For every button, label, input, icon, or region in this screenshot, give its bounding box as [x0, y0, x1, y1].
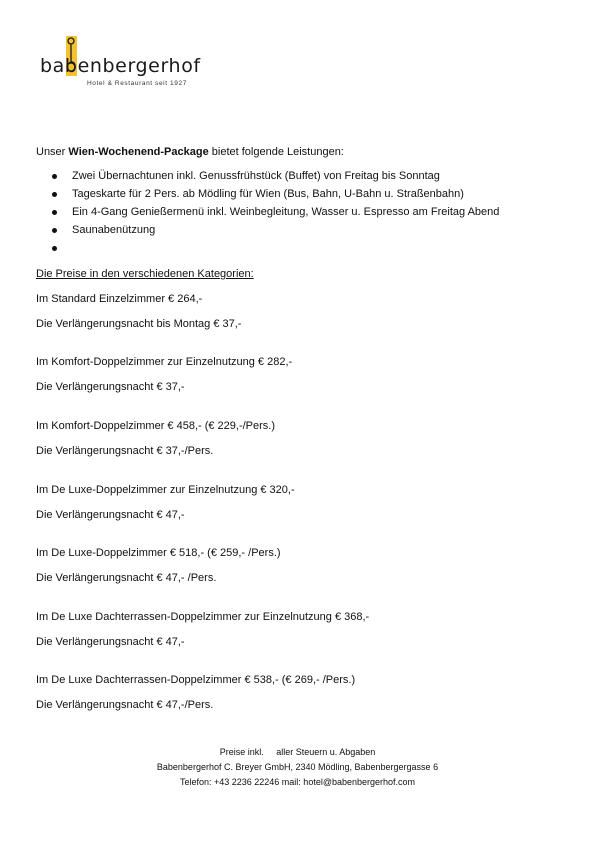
price-line: Die Verlängerungsnacht € 37,-	[36, 381, 185, 393]
prices-heading: Die Preise in den verschiedenen Kategorien:	[36, 268, 254, 280]
bullet-icon	[52, 174, 57, 179]
price-line: Im De Luxe Dachterrassen-Doppelzimmer zur Einzelnutzung € 368,-	[36, 611, 370, 623]
list-item	[36, 206, 499, 224]
price-line: Die Verlängerungsnacht bis Montag € 37,-	[36, 318, 242, 330]
list-item	[36, 188, 499, 206]
price-line: Die Verlängerungsnacht € 47,-/Pers.	[36, 699, 214, 711]
price-line: Im De Luxe Dachterrassen-Doppelzimmer € 538,- (€ 269,- /Pers.)	[36, 674, 356, 686]
price-line: Im Komfort-Doppelzimmer zur Einzelnutzung € 282,-	[36, 356, 293, 368]
footer-address: Babenbergerhof C. Breyer GmbH, 2340 Mödling, Babenbergergasse 6	[156, 762, 439, 772]
list-item	[36, 170, 499, 188]
intro-prefix: Unser	[36, 146, 69, 158]
hotel-logo	[40, 33, 210, 93]
price-line: Die Verlängerungsnacht € 37,-/Pers.	[36, 445, 214, 457]
price-line: Die Verlängerungsnacht € 47,-	[36, 509, 185, 521]
services-list	[36, 170, 499, 260]
price-line: Im De Luxe-Doppelzimmer € 518,- (€ 259,- /Pers.)	[36, 547, 281, 559]
price-line: Die Verlängerungsnacht € 47,- /Pers.	[36, 572, 217, 584]
price-line: Die Verlängerungsnacht € 47,-	[36, 636, 185, 648]
service-text: Tageskarte für 2 Pers. ab Mödling für Wien (Bus, Bahn, U-Bahn u. Straßenbahn)	[72, 188, 464, 200]
package-name: Wien-Wochenend-Package	[68, 146, 209, 158]
intro-sentence	[36, 146, 344, 159]
bullet-icon	[52, 246, 57, 251]
footer-taxes-note: Preise inkl. aller Steuern u. Abgaben	[219, 747, 376, 757]
footer-contact: Telefon: +43 2236 22246 mail: hotel@babenbergerhof.com	[179, 777, 416, 787]
list-item	[36, 224, 499, 242]
service-text: Ein 4-Gang Genießermenü inkl. Weinbegleitung, Wasser u. Espresso am Freitag Abend	[72, 206, 500, 218]
intro-suffix: bietet folgende Leistungen:	[208, 146, 344, 158]
bullet-icon	[52, 192, 57, 197]
list-item	[36, 242, 499, 260]
service-text: Zwei Übernachtunen inkl. Genussfrühstück (Buffet) von Freitag bis Sonntag	[72, 170, 440, 182]
logo-wordmark: babenbergerhof	[40, 55, 201, 77]
service-text: Saunabenützung	[72, 224, 156, 236]
logo-tagline: Hotel & Restaurant seit 1927	[87, 80, 187, 87]
price-line: Im Standard Einzelzimmer € 264,-	[36, 293, 203, 305]
bullet-icon	[52, 210, 57, 215]
price-line: Im De Luxe-Doppelzimmer zur Einzelnutzung € 320,-	[36, 484, 295, 496]
price-line: Im Komfort-Doppelzimmer € 458,- (€ 229,-/Pers.)	[36, 420, 276, 432]
bullet-icon	[52, 228, 57, 233]
